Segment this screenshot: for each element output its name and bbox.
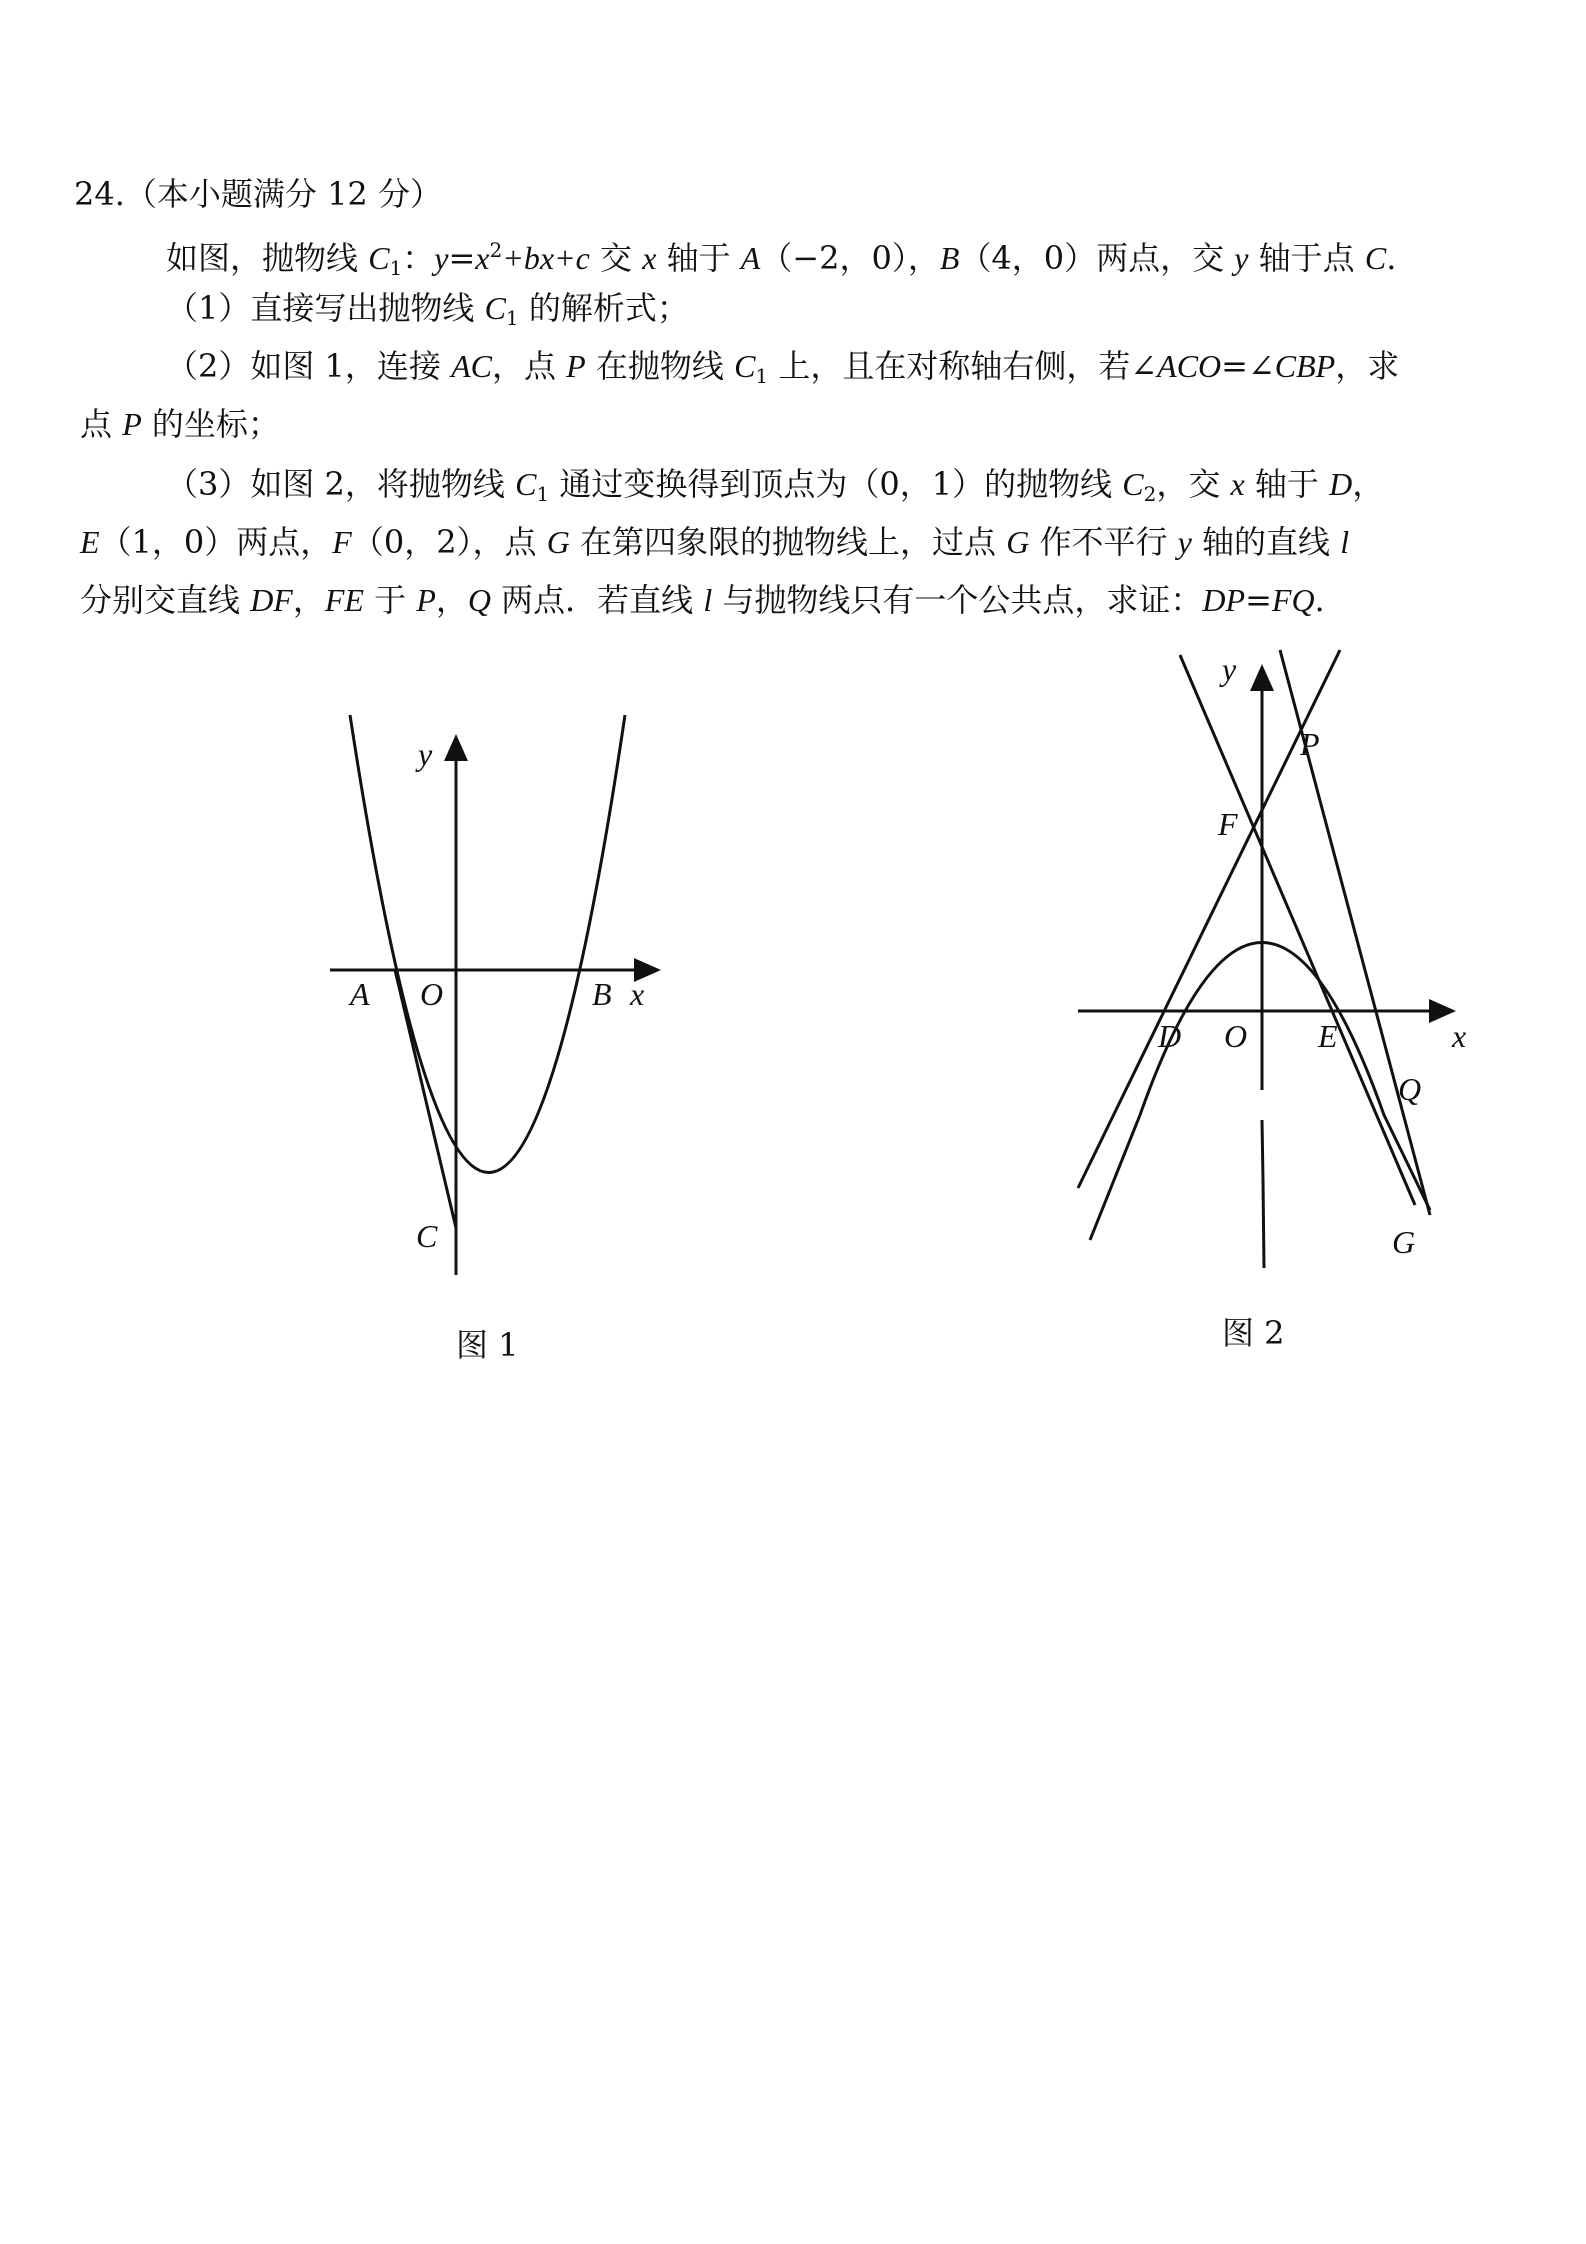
q3-FE: FE [324,582,364,618]
q3-l2-text-5: 轴的直线 [1191,523,1341,561]
q3-l3-text-5: 两点．若直线 [490,581,704,619]
q2-text-5: =∠ [1221,347,1275,385]
problem-header-line [74,172,442,216]
point-B: B [939,240,960,276]
fig2-y-axis-lower [1262,1120,1264,1268]
q3-text: 如图 2，将抛物线 [250,465,516,503]
q2-number: （2） [166,347,251,385]
q3-curve-1: C [515,466,537,502]
eq-y: y [434,240,449,276]
q3-l3-text-6: 与抛物线只有一个公共点，求证： [712,581,1203,619]
q3-eq: = [1245,581,1272,619]
q3-l2-text: （1，0）两点， [99,523,333,561]
q3-l3-text-4: ， [435,581,468,619]
fig1-label-A: A [350,976,370,1012]
intro-colon: ： [402,239,435,277]
q2-text-2: ，点 [491,347,567,385]
problem-number: 24. [74,175,125,213]
figure-1-caption: 图 1 [456,1326,519,1364]
q1-curve: C [484,290,506,326]
eq-x: x [475,240,490,276]
problem-score: （本小题满分 12 分） [124,175,442,213]
q2-l2-text: 点 [80,405,123,443]
q3-DP: DP [1202,582,1246,618]
q3-curve-1-sub: 1 [536,482,550,506]
q2-curve-sub: 1 [755,364,769,388]
q1-text-2: 的解析式； [518,289,689,327]
q2-AC: AC [451,348,492,384]
question-3-line-3 [80,578,1325,622]
eq-rest: +bx+c [502,240,590,276]
q3-curve-2-sub: 2 [1143,482,1157,506]
q3-l: l [1340,524,1350,560]
fig2-label-F: F [1218,806,1238,842]
q3-G-2: G [1006,524,1030,560]
eq-exponent: 2 [489,238,503,262]
question-3-line-2 [80,520,1349,564]
q3-text-4: 轴于 [1244,465,1330,503]
q1-text: 直接写出抛物线 [250,289,485,327]
q2-P: P [566,348,586,384]
point-C: C [1364,240,1387,276]
q3-text-5: ， [1352,465,1385,503]
eq-sign: = [448,239,476,277]
q1-curve-sub: 1 [505,306,519,330]
fig1-label-B: B [592,976,612,1012]
q2-l2-text-2: 的坐标； [141,405,280,443]
figure-2-caption: 图 2 [1222,1314,1285,1352]
q2-angle-CBP: CBP [1274,348,1336,384]
curve-name: C [368,240,390,276]
q3-l3-text: 分别交直线 [80,581,251,619]
intro-end: . [1386,239,1397,277]
question-2-line-2 [80,402,280,446]
q2-text-3: 在抛物线 [585,347,735,385]
question-3-line-1 [166,462,1384,516]
q2-text-4: 上，且在对称轴右侧，若∠ [768,347,1158,385]
curve-subscript: 1 [389,256,403,280]
q3-l2-text-3: 在第四象限的抛物线上，过点 [569,523,1007,561]
axis-x: x [642,240,657,276]
q1-number: （1） [166,289,251,327]
fig2-label-y: y [1222,651,1237,687]
q3-Q: Q [467,582,491,618]
q3-x: x [1230,466,1245,502]
q3-curve-2: C [1122,466,1144,502]
fig2-label-x: x [1452,1018,1467,1054]
fig1-parabola [350,715,625,1173]
point-B-coord: （4，0）两点，交 [959,239,1235,277]
axis-y: y [1234,240,1249,276]
fig1-label-O: O [420,976,444,1012]
q3-l2-text-2: （0，2），点 [351,523,547,561]
figure-1 [300,700,680,1280]
point-A: A [740,240,761,276]
intro-text-2: 交 [589,239,643,277]
q3-y: y [1177,524,1192,560]
fig2-label-Q: Q [1398,1071,1422,1107]
point-A-coord: （−2，0）， [760,239,940,277]
fig2-label-D: D [1158,1018,1182,1054]
q2-curve: C [734,348,756,384]
fig1-label-y: y [418,736,433,772]
fig2-parabola [1090,943,1430,1241]
problem-intro-line [166,228,1396,290]
q2-l2-P: P [122,406,142,442]
q2-text-6: ，求 [1335,347,1400,385]
q3-D: D [1329,466,1353,502]
figure-2 [1060,640,1480,1280]
q3-end: . [1314,581,1325,619]
intro-text: 如图，抛物线 [166,239,369,277]
q3-FQ: FQ [1271,582,1315,618]
fig1-label-C: C [416,1218,438,1254]
q3-text-2: 通过变换得到顶点为（0，1）的抛物线 [549,465,1123,503]
fig2-label-E: E [1318,1018,1338,1054]
q3-l3-text-2: ， [292,581,325,619]
q3-l2-text-4: 作不平行 [1029,523,1178,561]
q3-F: F [332,524,352,560]
fig1-label-x: x [630,976,645,1012]
q3-E: E [80,524,100,560]
question-1-line [166,286,689,340]
intro-text-4: 轴于点 [1248,239,1365,277]
q2-angle-ACO: ACO [1157,348,1222,384]
fig2-label-P: P [1300,726,1320,762]
q3-l3-text-3: 于 [363,581,417,619]
q3-DF: DF [250,582,293,618]
question-2-line-1 [166,344,1399,398]
q2-text: 如图 1，连接 [250,347,452,385]
q3-P: P [416,582,436,618]
q3-l-2: l [703,582,713,618]
q3-number: （3） [166,465,251,503]
q3-text-3: ，交 [1156,465,1231,503]
fig2-label-G: G [1392,1224,1416,1260]
q3-G: G [546,524,570,560]
fig2-label-O: O [1224,1018,1248,1054]
intro-text-3: 轴于 [656,239,741,277]
